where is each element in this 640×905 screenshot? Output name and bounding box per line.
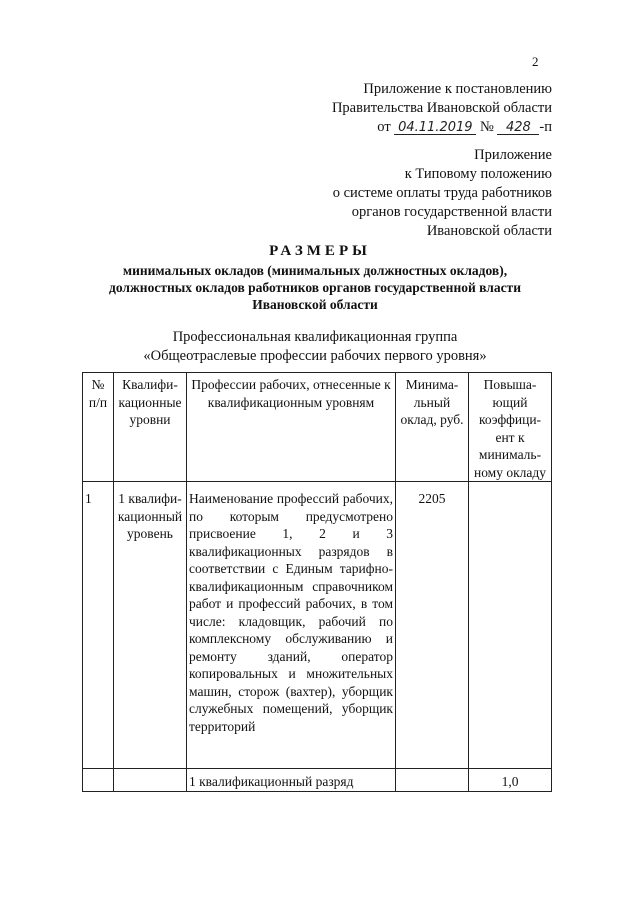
- table-header-row: [83, 373, 552, 482]
- page-number: 2: [532, 54, 539, 69]
- handwritten-number: 428: [497, 121, 539, 135]
- appendix-line-1: Приложение к постановлению: [363, 81, 552, 97]
- header-coefficient: Повыша-ющий коэффици-ент к минималь-ному окладу: [469, 373, 552, 482]
- appendix2-line-3: о системе оплаты труда работников: [332, 185, 552, 201]
- cell-professions: 1 квалификационный разряд: [187, 769, 396, 792]
- appendix2-line-1: Приложение: [474, 147, 552, 163]
- appendix-to-regulation: [333, 146, 552, 241]
- header-num: № п/п: [83, 373, 114, 482]
- header-min-salary: Минима-льный оклад, руб.: [396, 373, 469, 482]
- appendix2-line-2: к Типовому положению: [404, 166, 552, 182]
- subtitle-line-3: Ивановской области: [252, 297, 378, 312]
- appendix-date-line: [332, 118, 552, 137]
- cell-coefficient: 1,0: [469, 769, 552, 792]
- cell-coefficient: [469, 482, 552, 769]
- appendix-header: [332, 80, 552, 137]
- cell-min-salary: [396, 769, 469, 792]
- number-label: №: [479, 119, 494, 135]
- salary-table: [82, 372, 552, 792]
- from-label: от: [377, 119, 391, 135]
- appendix-line-2: Правительства Ивановской области: [331, 100, 552, 116]
- cell-num: 1: [83, 482, 114, 769]
- header-level: Квалифи-кационные уровни: [114, 373, 187, 482]
- header-professions: Профессии рабочих, отнесенные к квалификационным уровням: [187, 373, 396, 482]
- number-suffix: -п: [539, 119, 552, 135]
- group-line-2: «Общеотраслевые профессии рабочих первого уровня»: [143, 348, 487, 364]
- subtitle-line-2: должностных окладов работников органов государственной власти: [109, 280, 521, 295]
- subtitle-line-1: минимальных окладов (минимальных должностных окладов),: [122, 263, 508, 278]
- document-subtitle: [60, 262, 570, 313]
- handwritten-date: 04.11.2019: [394, 121, 476, 135]
- appendix2-line-4: органов государственной власти: [351, 204, 552, 220]
- table-row: [83, 769, 552, 792]
- cell-level: 1 квалифи-кационный уровень: [114, 482, 187, 769]
- appendix2-line-5: Ивановской области: [426, 223, 552, 239]
- table-row: [83, 482, 552, 769]
- qualification-group: [60, 328, 570, 366]
- cell-level: [114, 769, 187, 792]
- document-title: РАЗМЕРЫ: [269, 243, 371, 259]
- cell-min-salary: 2205: [396, 482, 469, 769]
- cell-professions: Наименование профессий рабочих, по которым предусмотрено присвоение 1, 2 и 3 квалификационных разрядов в соответствии с Единым тарифно-квалификационным справочником работ и профессий рабочих, в том числе: кладовщик, рабочий по комплексному обслуживанию и ремонту зданий, оператор копировальных и множительных машин, сторож (вахтер), уборщик служебных помещений, уборщик территорий: [187, 482, 396, 769]
- cell-num: [83, 769, 114, 792]
- group-line-1: Профессиональная квалификационная группа: [172, 329, 458, 345]
